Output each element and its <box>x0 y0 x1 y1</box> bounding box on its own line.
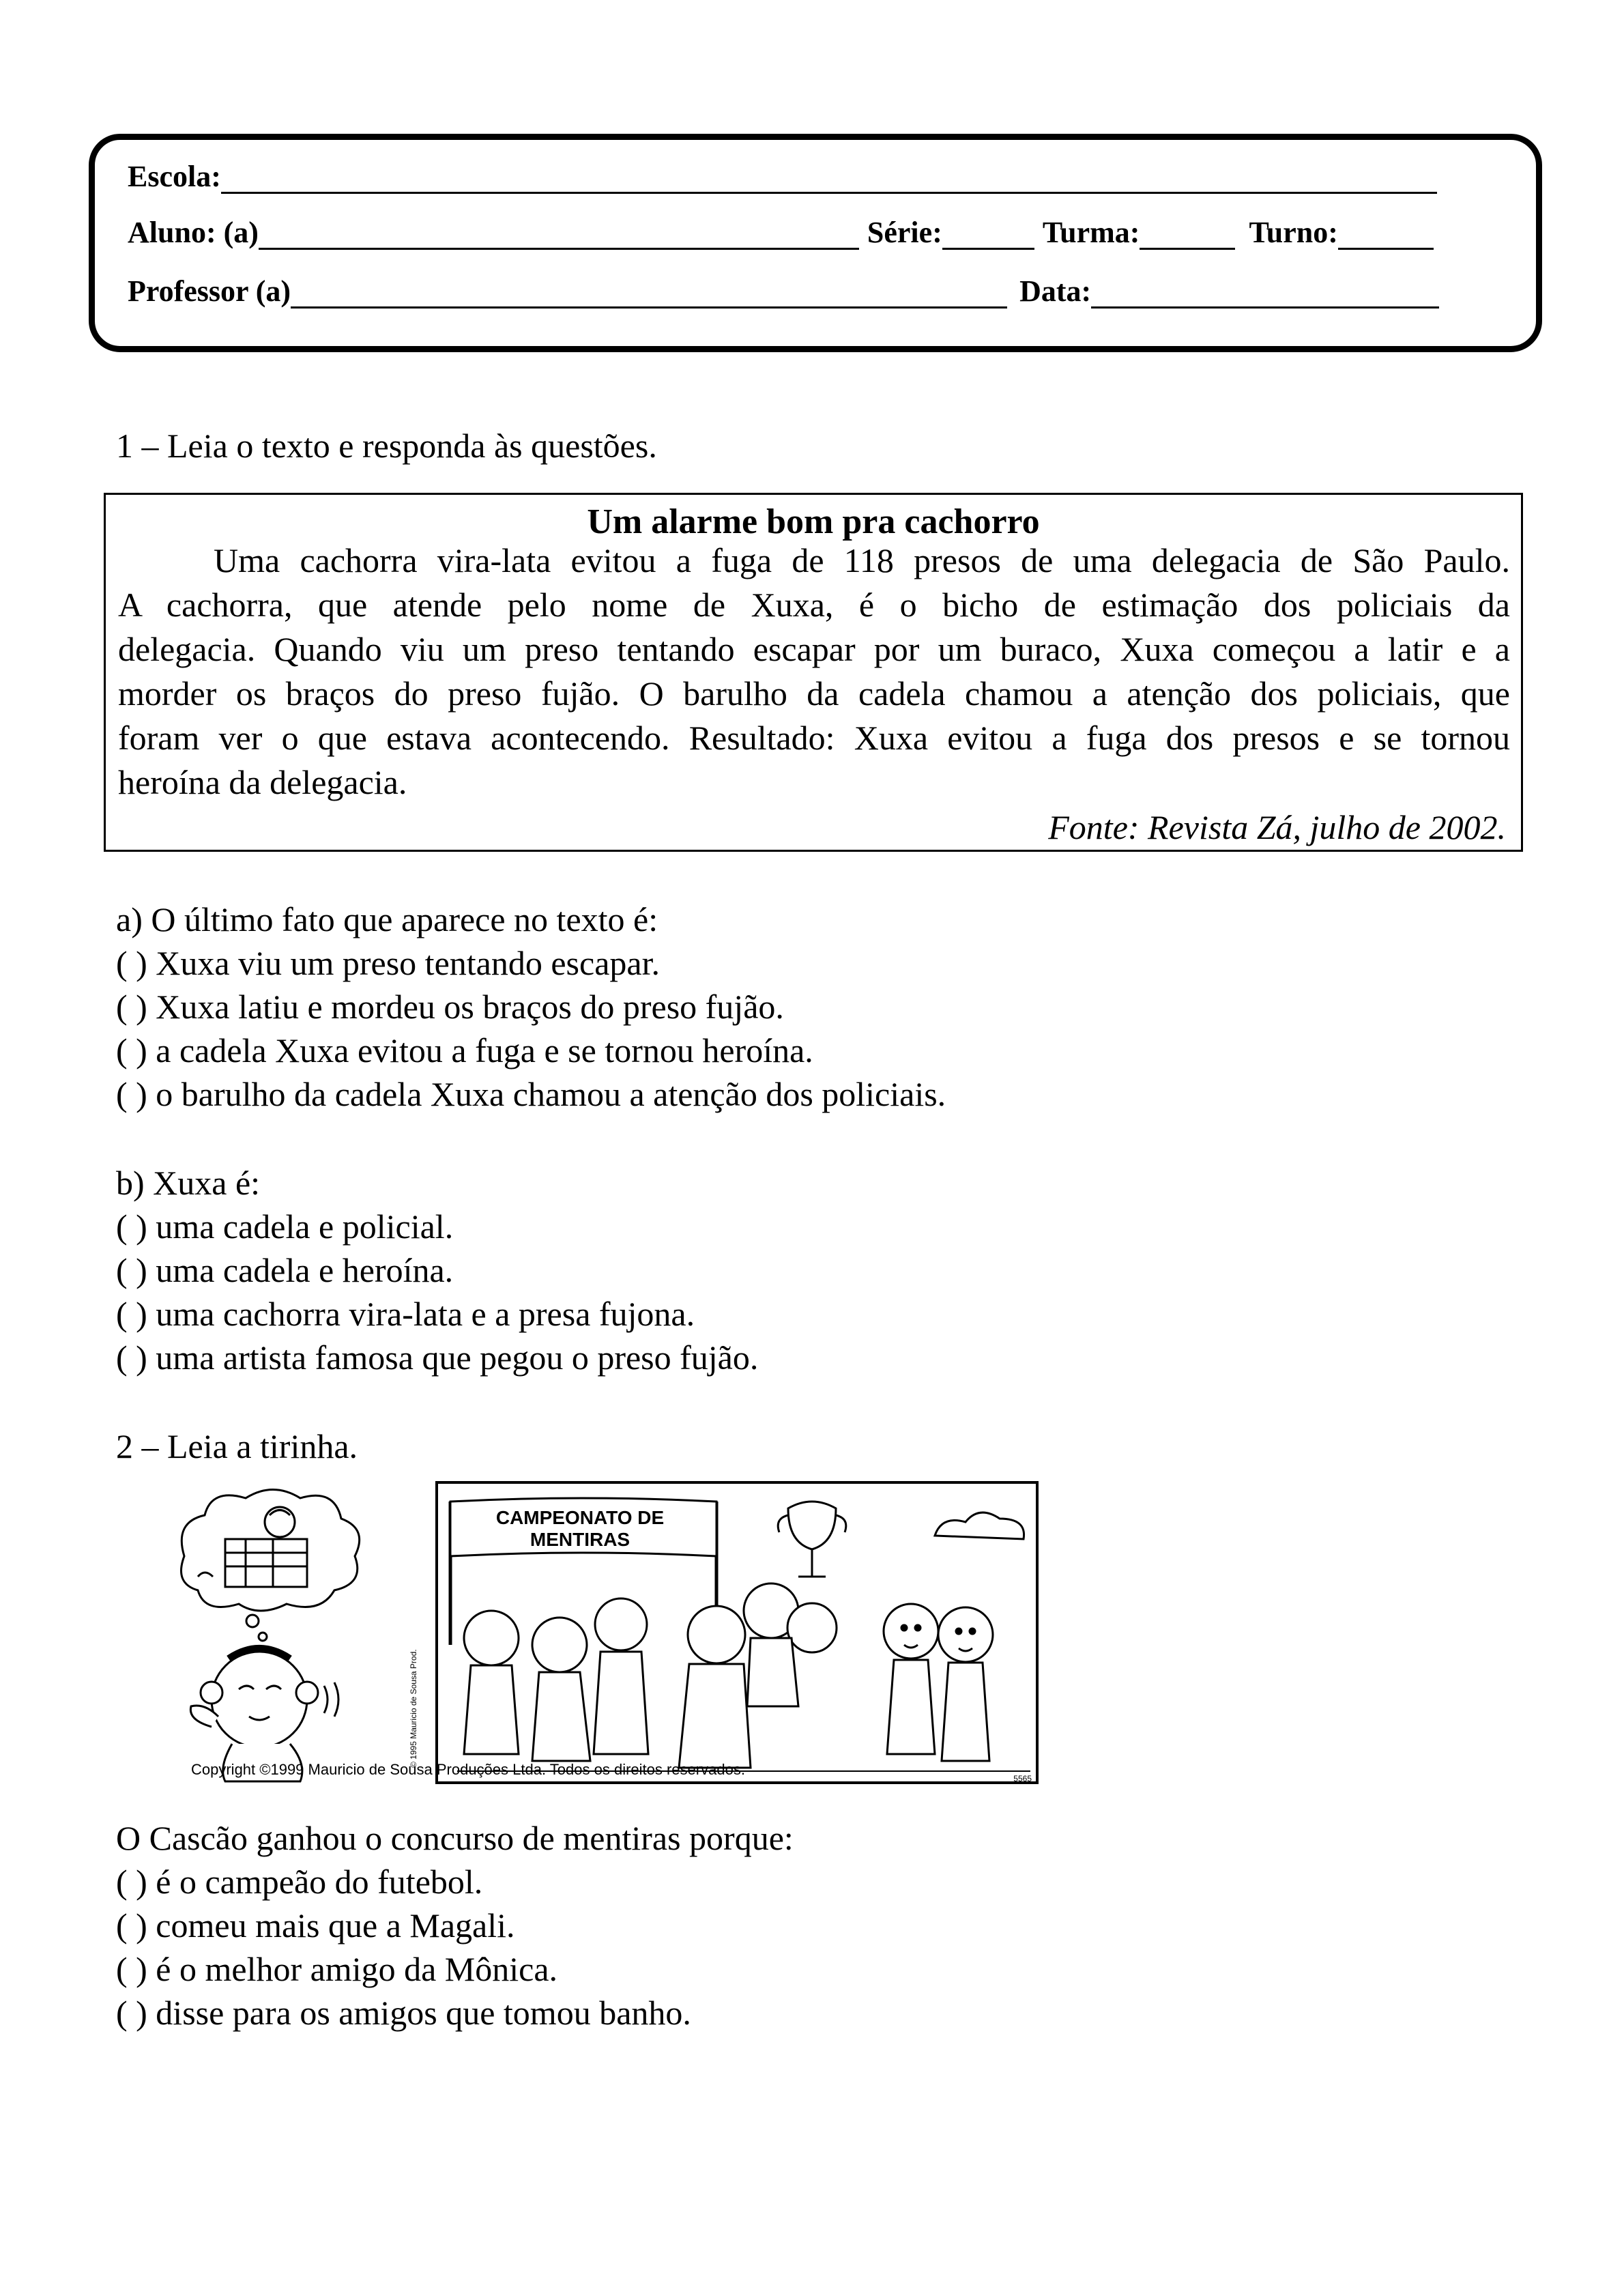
reading-line: delegacia. Quando viu um preso tentando escapar por um buraco, Xuxa começou a latir e a <box>118 630 1510 668</box>
turno-label: Turno: <box>1249 216 1338 249</box>
q2-question: O Cascão ganhou o concurso de mentiras porque: <box>116 1819 794 1857</box>
reading-line: Uma cachorra vira-lata evitou a fuga de 118 presos de uma delegacia de São Paulo. <box>214 541 1510 579</box>
escola-row <box>128 159 1445 194</box>
q1a-option-4[interactable]: ( ) o barulho da cadela Xuxa chamou a atenção dos policiais. <box>116 1075 946 1113</box>
escola-field[interactable] <box>221 164 1437 194</box>
q2-option-4[interactable]: ( ) disse para os amigos que tomou banho. <box>116 1994 691 2032</box>
q1b-option-3[interactable]: ( ) uma cachorra vira-lata e a presa fujona. <box>116 1295 695 1333</box>
reading-text-box <box>104 493 1523 852</box>
serie-label: Série: <box>867 216 942 249</box>
comic-strip <box>171 1481 1044 1788</box>
reading-source: Fonte: Revista Zá, julho de 2002. <box>1048 808 1506 846</box>
q1b-option-1[interactable]: ( ) uma cadela e policial. <box>116 1207 454 1246</box>
turma-label: Turma: <box>1042 216 1140 249</box>
q1a-option-3[interactable]: ( ) a cadela Xuxa evitou a fuga e se tornou heroína. <box>116 1031 813 1070</box>
professor-field[interactable] <box>291 279 1007 308</box>
comic-banner-line2: MENTIRAS <box>530 1529 630 1550</box>
q1a-option-1[interactable]: ( ) Xuxa viu um preso tentando escapar. <box>116 944 660 982</box>
escola-label: Escola: <box>128 160 221 193</box>
header-box <box>89 134 1542 352</box>
q1-prompt: 1 – Leia o texto e responda às questões. <box>116 427 657 465</box>
q1a-option-2[interactable]: ( ) Xuxa latiu e mordeu os braços do preso fujão. <box>116 988 784 1026</box>
comic-code: 5565 <box>1013 1774 1032 1783</box>
q2-option-1[interactable]: ( ) é o campeão do futebol. <box>116 1863 483 1901</box>
aluno-field[interactable] <box>259 220 859 250</box>
q2-prompt: 2 – Leia a tirinha. <box>116 1427 358 1465</box>
q1b-option-2[interactable]: ( ) uma cadela e heroína. <box>116 1251 454 1289</box>
aluno-label: Aluno: (a) <box>128 216 259 249</box>
reading-line: heroína da delegacia. <box>118 763 407 801</box>
serie-field[interactable] <box>942 220 1034 250</box>
data-label: Data: <box>1019 274 1092 308</box>
reading-line: morder os braços do preso fujão. O barulho da cadela chamou a atenção dos policiais, que <box>118 674 1510 713</box>
comic-side-credit: © 1995 Mauricio de Sousa Prod. <box>409 1649 418 1768</box>
q1a-question: a) O último fato que aparece no texto é: <box>116 900 658 938</box>
reading-title: Um alarme bom pra cachorro <box>587 502 1040 541</box>
q2-option-2[interactable]: ( ) comeu mais que a Magali. <box>116 1906 515 1945</box>
professor-row <box>128 274 1447 308</box>
aluno-row <box>128 215 1442 250</box>
professor-label: Professor (a) <box>128 274 291 308</box>
data-field[interactable] <box>1091 279 1439 308</box>
turno-field[interactable] <box>1338 220 1434 250</box>
reading-body <box>118 539 1510 805</box>
comic-copyright: Copyright ©1999 Mauricio de Sousa Produções Ltda. Todos os direitos reservados. <box>191 1761 745 1778</box>
turma-field[interactable] <box>1140 220 1235 250</box>
q1b-question: b) Xuxa é: <box>116 1164 261 1202</box>
comic-panel-1 <box>182 1490 360 1782</box>
comic-banner-line1: CAMPEONATO DE <box>495 1507 665 1528</box>
reading-line: A cachorra, que atende pelo nome de Xuxa, é o bicho de estimação dos policiais da <box>118 586 1510 624</box>
q2-option-3[interactable]: ( ) é o melhor amigo da Mônica. <box>116 1950 558 1988</box>
q1b-option-4[interactable]: ( ) uma artista famosa que pegou o preso fujão. <box>116 1338 759 1377</box>
reading-line: foram ver o que estava acontecendo. Resultado: Xuxa evitou a fuga dos presos e se tornou <box>118 719 1510 757</box>
